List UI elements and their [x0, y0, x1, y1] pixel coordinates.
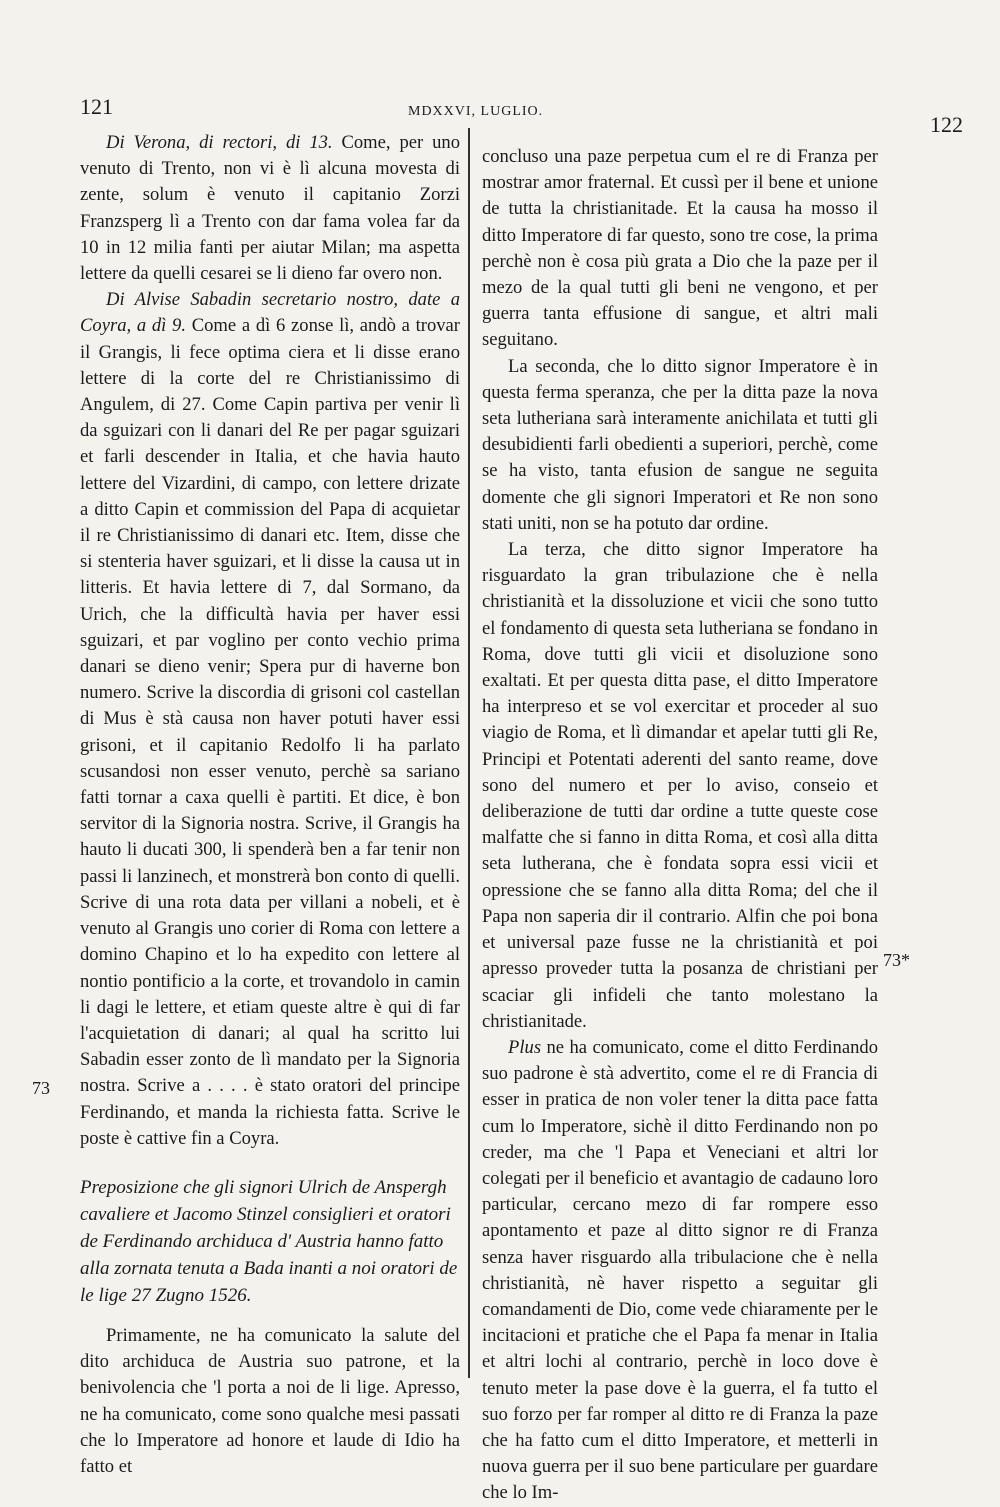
paragraph-concluso: concluso una paze perpetua cum el re di Franza per mostrar amor fraternal. Et cussì per il bene et unione de tutta la christianitade. Et la causa ha mosso il ditto Imperatore di far questo, sono tre cose, la prima perchè non è cosa più grata a Dio che la paze per il mezo de la qual tutti gli beni ne vengono, et per guerra tanta effusione di sangue, et altri mali seguitano. [482, 146, 878, 351]
document-title: Preposizione che gli signori Ulrich de Anspergh cavaliere et Jacomo Stinzel consiglieri et oratori de Ferdinando archiduca d' Austria hanno fatto alla zornata tenuta a Bada inanti a noi oratori de le lige 27 Zugno 1526. [80, 1176, 458, 1306]
right-column [482, 144, 878, 1507]
running-head: MDXXVI, LUGLIO. [408, 104, 544, 119]
paragraph-lead: Plus [508, 1036, 542, 1058]
left-column [80, 130, 460, 1480]
paragraph-seconda: La seconda, che lo ditto signor Imperatore è in questa ferma speranza, che per la ditta paze la nova seta lutheriana sarà interamente anichilata et tutti gli desubidienti farli obedienti a superiori, perchè, come se ha visto, tanta efusion de sangue ne seguita domente che gli signori Imperatori et Re non sono stati uniti, non se ha potuto dar ordine. [482, 355, 878, 534]
paragraph-lead: Di Verona, di rectori, di 13. [106, 132, 333, 153]
margin-note-left: 73 [32, 1078, 50, 1098]
paragraph-text: Come, per uno venuto di Trento, non vi è lì alcuna movesta di zente, solum è venuto il capitanio Zorzi Franzsperg lì a Trento con dar fama volea far da 10 in 12 milia fanti per aiutar Milan; ma aspetta lettere da quelli cesarei se li dieno far overo non. [80, 132, 460, 285]
margin-note-right: 73* [883, 950, 910, 970]
page-number-left: 121 [80, 94, 113, 119]
column-divider [468, 128, 470, 1378]
paragraph-primamente: Primamente, ne ha comunicato la salute del dito archiduca de Austria suo patrone, et la benivolencia che 'l porta a noi de li lige. Apresso, ne ha comunicato, come sono qualche mesi passati che lo Imperatore ad honore et laude di Idio ha fatto et [80, 1324, 460, 1477]
paragraph-lead: Di Alvise Sabadin secretario nostro, date a Coyra, a dì 9. [80, 289, 460, 337]
paragraph-text: Come a dì 6 zonse lì, andò a trovar il Grangis, li fece optima ciera et li disse erano lettere di la corte del re Christianissimo di Angulem, di 27. Come Capin partiva per venir lì da sguizari con li danari del Re per pagar sguizari et farli descender in Italia, et che havia hauto lettere del Vizardini, di campo, con lettere drizate a ditto Capin et commission del Papa di acquietar il re Christianissimo di danari etc. Item, disse che si stenteria haver sguizari, et li disse la causa ut in litteris. Et havia lettere di 7, dal Sormano, da Urich, che la difficultà havia per haver essi sguizari, et par voglino per conto vechio prima danari se dieno venir; Spera pur di haverne bon numero. Scrive la discordia di grisoni col castellan di Mus è stà causa non haver potuti haver essi grisoni, et il capitanio Redolfo li ha parlato scusandosi non esser venuto, perchè sa sariano fatti tornar a caxa quelli è partiti. Et dice, è bon servitor di la Signoria nostra. Scrive, il Grangis ha hauto li ducati 300, li spenderà ben a far tenir non passi li lanzinech, et monstrerà bon conto di quelli. Scrive di una rota data per villani a nobeli, et è venuto al Grangis uno corier di Roma con lettere a domino Chapino et lo ha expedito con lettere al nontio pontificio a la corte, et trovandolo in camin li dagi le lettere, et etiam queste altre è qui di far l'acquietation di danari; al qual ha scritto lui Sabadin esser zonto de lì mandato per la Signoria nostra. Scrive a . . . . è stato oratori del principe Ferdinando, et manda la richiesta fatta. Scrive le poste è cattive fin a Coyra. [80, 315, 460, 1149]
paragraph-verona [80, 130, 460, 287]
paragraph-terza: La terza, che ditto signor Imperatore ha risguardato la gran tribulazione che è nella christianità et la dissoluzione et vicii che sono tutto el fondamento di questa seta lutheriana se fondano in Roma, dove tutti gli vicii et disoluzione sono exaltati. Et per questa ditta pase, el ditto Imperatore ha interpreso et se vol exercitar et proceder al suo viagio de Roma, et lì dimandar et apelar tutti gli Re, Principi et Potentati aderenti del santo reame, dove sono del numero et per lo aviso, conseio et deliberazione de tutti dar ordine a tutte queste cose malfatte che si fanno in ditta Roma, et così alla ditta seta lutherana, che è fondata sopra essi vicii et opressione che se fanno alla ditta Roma; del che il Papa non saperia dir il contrario. Alfin che poi bona et universal paze fusse ne la christianità et poi apresso proveder tutta la posanza de christiani per scaciar gli infideli che tanto molestano la christianitade. [482, 539, 878, 1032]
paragraph-text: ne ha comunicato, come el ditto Ferdinando suo padrone è stà advertito, come el re di Francia di esser in pratica de non voler tener la ditta pace fatta cum lo Imperatore, sichè il ditto Ferdinando non po creder, ma che 'l Papa et Veneciani et altri lor colegati per il beneficio et avantagio de cadauno loro particular, cercano mezo di far rompere esso apontamento et paze al ditto signor re di Franza senza haver risguardo alla tribulacione che è nella christianità, nè haver rispetto a seguitar gli comandamenti de Dio, come vede chiaramente per le incitacioni et pratiche che el Papa fa menar in Italia et altri lochi al contrario, perchè in loco dove è tenuto meter la pase dove è la guerra, el fa tutto el suo forzo per far romper al ditto re di Franza la paze che ha fatto cum el ditto Imperatore, et metterli in nuova guerra per il suo bene particulare per guardare che lo Im- [482, 1036, 878, 1504]
paragraph-sabadin [80, 287, 460, 1152]
page-number-right: 122 [930, 112, 963, 137]
paragraph-plus [482, 1035, 878, 1507]
